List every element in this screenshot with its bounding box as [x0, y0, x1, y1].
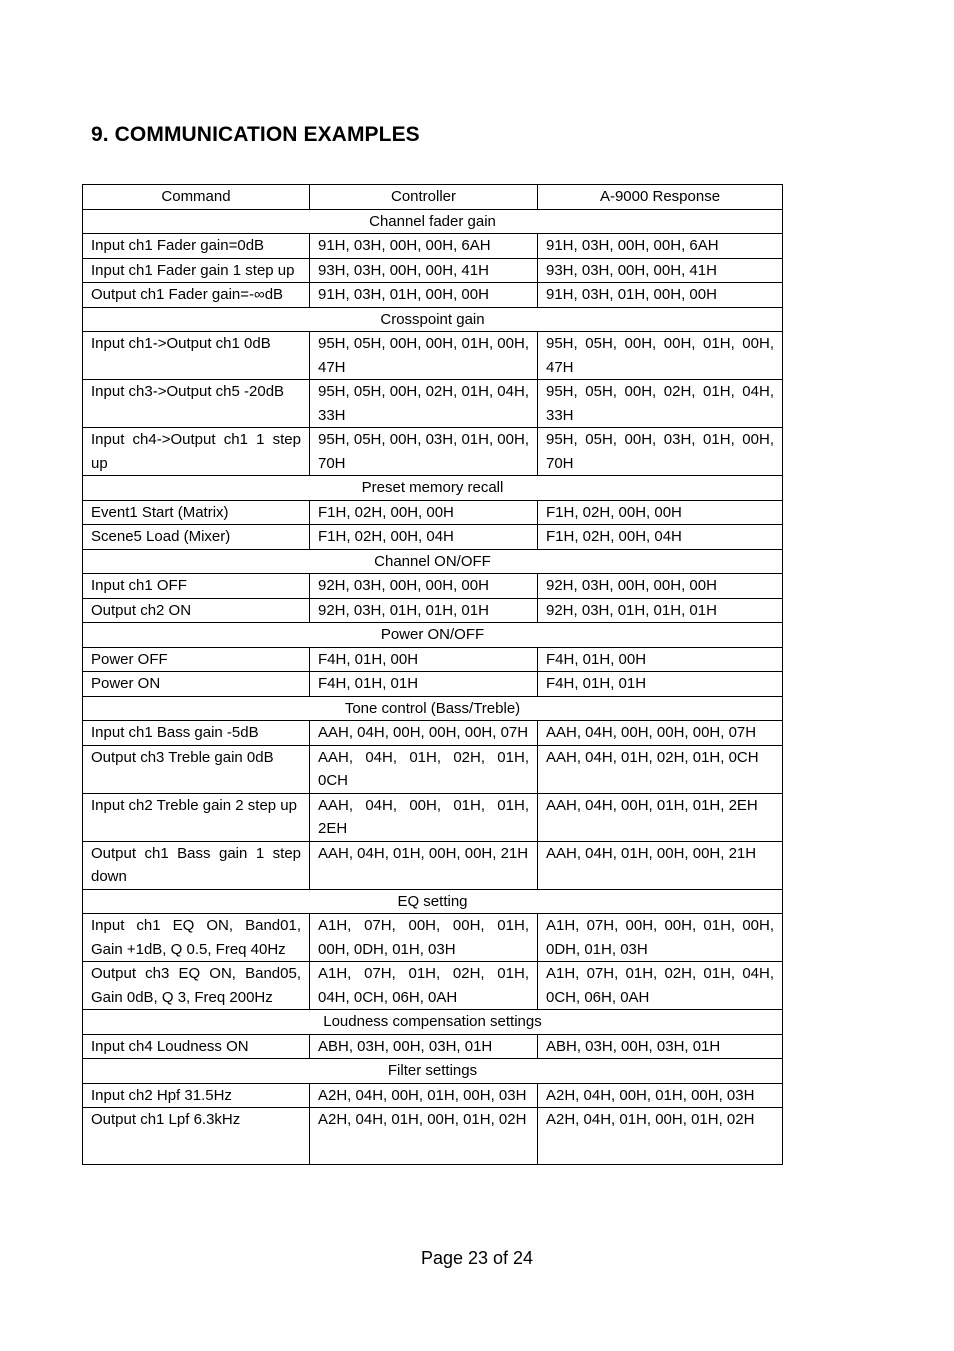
table-row [83, 1108, 783, 1165]
table-row [83, 745, 783, 793]
command-cell: Input ch3->Output ch5 -20dB [83, 380, 310, 428]
table-row [83, 283, 783, 308]
controller-cell: 91H, 03H, 01H, 00H, 00H [310, 283, 538, 308]
section-row [83, 209, 783, 234]
command-cell: Input ch1 Bass gain -5dB [83, 721, 310, 746]
table-row [83, 332, 783, 380]
controller-cell: A2H, 04H, 01H, 00H, 01H, 02H [310, 1108, 538, 1165]
controller-cell: 91H, 03H, 00H, 00H, 6AH [310, 234, 538, 259]
command-cell: Input ch2 Hpf 31.5Hz [83, 1083, 310, 1108]
section-title: Tone control (Bass/Treble) [83, 696, 783, 721]
controller-cell: AAH, 04H, 01H, 02H, 01H, 0CH [310, 745, 538, 793]
command-cell: Input ch1 OFF [83, 574, 310, 599]
response-cell: 93H, 03H, 00H, 00H, 41H [538, 258, 783, 283]
section-row [83, 1059, 783, 1084]
response-cell: A1H, 07H, 01H, 02H, 01H, 04H, 0CH, 06H, 0AH [538, 962, 783, 1010]
response-cell: AAH, 04H, 00H, 01H, 01H, 2EH [538, 793, 783, 841]
controller-cell: 95H, 05H, 00H, 03H, 01H, 00H, 70H [310, 428, 538, 476]
command-cell: Output ch3 Treble gain 0dB [83, 745, 310, 793]
controller-cell: AAH, 04H, 00H, 01H, 01H, 2EH [310, 793, 538, 841]
table-row [83, 525, 783, 550]
command-cell: Input ch1 Fader gain 1 step up [83, 258, 310, 283]
response-cell: F1H, 02H, 00H, 00H [538, 500, 783, 525]
column-header-response: A-9000 Response [538, 185, 783, 210]
section-row [83, 307, 783, 332]
command-cell: Output ch1 Fader gain=-∞dB [83, 283, 310, 308]
table-row [83, 841, 783, 889]
section-row [83, 696, 783, 721]
controller-cell: A1H, 07H, 01H, 02H, 01H, 04H, 0CH, 06H, 0AH [310, 962, 538, 1010]
command-cell: Power ON [83, 672, 310, 697]
column-header-controller: Controller [310, 185, 538, 210]
section-title: EQ setting [83, 889, 783, 914]
response-cell: 95H, 05H, 00H, 00H, 01H, 00H, 47H [538, 332, 783, 380]
table-row [83, 962, 783, 1010]
controller-cell: 93H, 03H, 00H, 00H, 41H [310, 258, 538, 283]
command-cell: Power OFF [83, 647, 310, 672]
table-row [83, 380, 783, 428]
section-title: Crosspoint gain [83, 307, 783, 332]
controller-cell: ABH, 03H, 00H, 03H, 01H [310, 1034, 538, 1059]
section-row [83, 889, 783, 914]
controller-cell: F1H, 02H, 00H, 00H [310, 500, 538, 525]
controller-cell: 95H, 05H, 00H, 02H, 01H, 04H, 33H [310, 380, 538, 428]
communication-examples-table [82, 184, 783, 1165]
command-cell: Scene5 Load (Mixer) [83, 525, 310, 550]
command-cell: Output ch1 Lpf 6.3kHz [83, 1108, 310, 1165]
page-footer: Page 23 of 24 [420, 1248, 534, 1268]
controller-cell: A2H, 04H, 00H, 01H, 00H, 03H [310, 1083, 538, 1108]
response-cell: ABH, 03H, 00H, 03H, 01H [538, 1034, 783, 1059]
command-cell: Input ch2 Treble gain 2 step up [83, 793, 310, 841]
response-cell: F4H, 01H, 01H [538, 672, 783, 697]
section-title: Power ON/OFF [83, 623, 783, 648]
table-row [83, 258, 783, 283]
command-cell: Input ch1 EQ ON, Band01, Gain +1dB, Q 0.5, Freq 40Hz [83, 914, 310, 962]
table-row [83, 428, 783, 476]
section-row [83, 476, 783, 501]
command-cell: Input ch4 Loudness ON [83, 1034, 310, 1059]
controller-cell: F1H, 02H, 00H, 04H [310, 525, 538, 550]
controller-cell: F4H, 01H, 01H [310, 672, 538, 697]
table-row [83, 1034, 783, 1059]
response-cell: 95H, 05H, 00H, 02H, 01H, 04H, 33H [538, 380, 783, 428]
response-cell: A1H, 07H, 00H, 00H, 01H, 00H, 0DH, 01H, 03H [538, 914, 783, 962]
table-row [83, 500, 783, 525]
response-cell: AAH, 04H, 01H, 02H, 01H, 0CH [538, 745, 783, 793]
column-header-command: Command [83, 185, 310, 210]
controller-cell: 92H, 03H, 01H, 01H, 01H [310, 598, 538, 623]
command-cell: Output ch1 Bass gain 1 step down [83, 841, 310, 889]
table-row [83, 672, 783, 697]
controller-cell: AAH, 04H, 00H, 00H, 00H, 07H [310, 721, 538, 746]
response-cell: AAH, 04H, 00H, 00H, 00H, 07H [538, 721, 783, 746]
response-cell: A2H, 04H, 01H, 00H, 01H, 02H [538, 1108, 783, 1165]
controller-cell: 95H, 05H, 00H, 00H, 01H, 00H, 47H [310, 332, 538, 380]
command-cell: Input ch4->Output ch1 1 step up [83, 428, 310, 476]
response-cell: 95H, 05H, 00H, 03H, 01H, 00H, 70H [538, 428, 783, 476]
section-title: Channel ON/OFF [83, 549, 783, 574]
table-row [83, 721, 783, 746]
table-row [83, 1083, 783, 1108]
section-title: Channel fader gain [83, 209, 783, 234]
controller-cell: A1H, 07H, 00H, 00H, 01H, 00H, 0DH, 01H, 03H [310, 914, 538, 962]
section-title: Preset memory recall [83, 476, 783, 501]
command-cell: Input ch1 Fader gain=0dB [83, 234, 310, 259]
table-row [83, 647, 783, 672]
table-row [83, 234, 783, 259]
command-cell: Output ch3 EQ ON, Band05, Gain 0dB, Q 3, Freq 200Hz [83, 962, 310, 1010]
table-row [83, 793, 783, 841]
response-cell: AAH, 04H, 01H, 00H, 00H, 21H [538, 841, 783, 889]
section-title: Filter settings [83, 1059, 783, 1084]
response-cell: 92H, 03H, 00H, 00H, 00H [538, 574, 783, 599]
controller-cell: AAH, 04H, 01H, 00H, 00H, 21H [310, 841, 538, 889]
page-heading: 9. COMMUNICATION EXAMPLES [91, 123, 420, 146]
command-cell: Output ch2 ON [83, 598, 310, 623]
response-cell: F4H, 01H, 00H [538, 647, 783, 672]
section-title: Loudness compensation settings [83, 1010, 783, 1035]
response-cell: 91H, 03H, 01H, 00H, 00H [538, 283, 783, 308]
section-row [83, 1010, 783, 1035]
command-cell: Event1 Start (Matrix) [83, 500, 310, 525]
controller-cell: F4H, 01H, 00H [310, 647, 538, 672]
table-header-row [83, 185, 783, 210]
response-cell: 92H, 03H, 01H, 01H, 01H [538, 598, 783, 623]
table-row [83, 598, 783, 623]
response-cell: 91H, 03H, 00H, 00H, 6AH [538, 234, 783, 259]
controller-cell: 92H, 03H, 00H, 00H, 00H [310, 574, 538, 599]
section-row [83, 623, 783, 648]
command-cell: Input ch1->Output ch1 0dB [83, 332, 310, 380]
section-row [83, 549, 783, 574]
response-cell: A2H, 04H, 00H, 01H, 00H, 03H [538, 1083, 783, 1108]
response-cell: F1H, 02H, 00H, 04H [538, 525, 783, 550]
table-row [83, 914, 783, 962]
table-row [83, 574, 783, 599]
